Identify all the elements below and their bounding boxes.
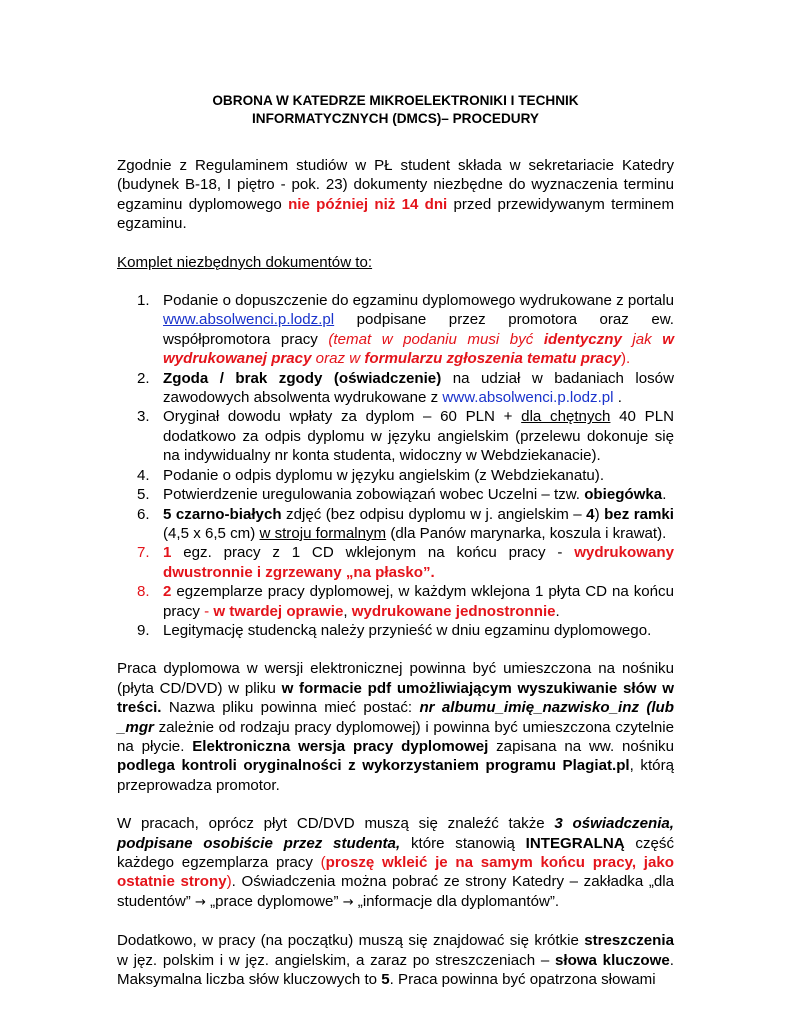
page-title: [117, 92, 674, 128]
para-text: Dodatkowo, w pracy (na początku) muszą się znajdować się krótkie: [117, 932, 585, 950]
para-text: część każdego egzemplarza pracy: [117, 834, 674, 871]
item-text: .: [613, 389, 622, 407]
absolwenci-link[interactable]: www.absolwenci.p.lodz.pl: [442, 389, 614, 407]
list-item: [117, 621, 674, 640]
para-text: zależnie od rodzaju pracy dyplomowej) i powinna być umieszczona czytelnie na płycie.: [117, 718, 674, 755]
list-number: 6.: [137, 505, 150, 523]
para-emphasis: podlega kontroli oryginalności z wykorzystaniem programu Plagiat.pl: [117, 757, 630, 775]
item-emphasis: obiegówka: [584, 486, 663, 504]
item-text: .: [662, 486, 667, 504]
electronic-version-paragraph: [117, 659, 674, 795]
item-text: Podanie o odpis dyplomu w języku angielskim (z Webdziekanatu).: [163, 466, 605, 484]
note-text: (temat w podaniu musi być: [328, 330, 544, 348]
note-emphasis: w wydrukowanej pracy: [163, 330, 674, 368]
item-text: 40 PLN dodatkowo za odpis dyplomu w języku angielskim (przelewu dokonuje się na indywidualny nr konta studenta, widoczny w Webdziekanacie).: [163, 408, 674, 465]
para-text: „informacje dla dyplomantów”.: [353, 892, 560, 910]
para-text: . Oświadczenia można pobrać ze strony Katedry – zakładka „dla studentów”: [117, 873, 674, 910]
item-text: podpisane przez promotora oraz ew. współpromotora pracy: [163, 311, 674, 348]
para-emphasis: w formacie pdf umożliwiającym wyszukiwanie słów w treści.: [117, 679, 674, 717]
para-emphasis: Elektroniczna wersja pracy dyplomowej: [192, 737, 489, 755]
para-emphasis: 3 oświadczenia, podpisane osobiście przez studenta,: [117, 815, 674, 852]
list-number: 1.: [137, 292, 150, 310]
list-item: [117, 466, 674, 485]
item-red-emphasis: w twardej oprawie: [213, 602, 344, 620]
item-underline: dla chętnych: [521, 408, 611, 426]
para-text: w jęz. polskim i w jęz. angielskim, a zaraz po streszczeniach –: [117, 951, 555, 969]
item-red-emphasis: 2: [163, 583, 172, 601]
item-text: (dla Panów marynarka, koszula i krawat).: [386, 524, 667, 542]
item-red-emphasis: wydrukowany dwustronnie i zgrzewany „na płasko”.: [163, 544, 674, 581]
intro-text: Zgodnie z Regulaminem studiów w PŁ student składa w sekretariacie Katedry (budynek B-18, I piętro - pok. 23) dokumenty niezbędne do wyznaczenia terminu egzaminu dyplomowego: [117, 157, 674, 213]
item-text: egzemplarze pracy dyplomowej, w każdym wklejona 1 płyta CD na końcu pracy: [163, 583, 674, 620]
para-red: (: [320, 854, 326, 871]
para-text: , którą przeprowadza promotor.: [117, 757, 674, 794]
para-red-emphasis: proszę wkleić je na samym końcu pracy, jako ostatnie strony: [117, 854, 675, 891]
para-text: . Maksymalna liczba słów kluczowych to: [117, 951, 674, 989]
title-line-1: OBRONA W KATEDRZE MIKROELEKTRONIKI I TECHNIK: [212, 93, 579, 108]
item-text: Potwierdzenie uregulowania zobowiązań wobec Uczelni – tzw.: [163, 486, 585, 504]
item-text: (4,5 x 6,5 cm): [163, 524, 260, 542]
item-red-emphasis: wydrukowane jednostronnie: [351, 602, 556, 620]
list-number: 5.: [137, 486, 150, 504]
statements-paragraph: [117, 814, 674, 912]
list-number: 3.: [137, 408, 150, 426]
para-text: „prace dyplomowe”: [205, 892, 343, 910]
item-text: ): [594, 505, 605, 523]
item-text: egz. pracy z 1 CD wklejonym na końcu pracy -: [171, 544, 575, 562]
para-text: . Praca powinna być opatrzona słowami: [389, 971, 656, 989]
intro-text-end: przed przewidywanym terminem egzaminu.: [117, 195, 675, 233]
list-item: [117, 407, 674, 465]
note-text: oraz w: [311, 350, 365, 368]
list-number: 4.: [137, 466, 150, 484]
abstracts-paragraph: [117, 931, 674, 989]
para-text: Nazwa pliku powinna mieć postać:: [161, 699, 420, 717]
note-emphasis: formularzu zgłoszenia tematu pracy: [364, 350, 621, 368]
para-text: W pracach, oprócz płyt CD/DVD muszą się znaleźć także: [117, 815, 555, 833]
item-text: ,: [343, 602, 352, 620]
item-emphasis: 4: [586, 505, 595, 523]
list-number: 9.: [137, 621, 150, 639]
para-emphasis: INTEGRALNĄ: [525, 834, 625, 852]
documents-list: [117, 291, 674, 640]
item-emphasis: bez ramki: [604, 505, 674, 523]
documents-heading: Komplet niezbędnych dokumentów to:: [117, 253, 373, 271]
arrow-right-icon: →: [342, 894, 354, 910]
item-text: .: [555, 602, 560, 620]
list-number: 8.: [137, 583, 150, 601]
para-red: ): [226, 873, 232, 891]
para-emphasis: streszczenia: [584, 932, 674, 950]
item-text: Oryginał dowodu wpłaty za dyplom – 60 PLN +: [163, 408, 522, 426]
item-emphasis: 5 czarno-białych: [163, 505, 282, 523]
item-underline: w stroju formalnym: [259, 524, 387, 542]
list-item: [117, 505, 674, 544]
absolwenci-link[interactable]: www.absolwenci.p.lodz.pl: [163, 311, 335, 329]
para-text: Praca dyplomowa w wersji elektronicznej powinna być umieszczona na nośniku (płyta CD/DVD) w pliku: [117, 660, 674, 697]
list-item: [117, 485, 674, 504]
item-text: zdjęć (bez odpisu dyplomu w j. angielskim –: [281, 505, 587, 523]
para-text: zapisana na ww. nośniku: [488, 737, 674, 755]
title-line-2: INFORMATYCZNYCH (DMCS)– PROCEDURY: [252, 111, 539, 126]
intro-paragraph: [117, 156, 674, 234]
item-text: Legitymację studencką należy przynieść w dniu egzaminu dyplomowego.: [163, 621, 652, 639]
note-emphasis: identyczny: [543, 330, 622, 348]
list-item: [117, 543, 674, 582]
item-red-emphasis: 1: [163, 544, 172, 562]
list-item: [117, 369, 674, 408]
list-item: [117, 291, 674, 369]
deadline-highlight: nie później niż 14 dni: [288, 195, 448, 213]
list-number: 2.: [137, 369, 150, 387]
item-text: Podanie o dopuszczenie do egzaminu dyplomowego wydrukowane z portalu: [163, 292, 674, 310]
document-page: [117, 92, 674, 1008]
item-separator: -: [199, 602, 214, 620]
item-text: na udział w badaniach losów zawodowych absolwenta wydrukowane z: [163, 369, 674, 407]
para-emphasis: 5: [381, 971, 390, 989]
note-text: jak: [621, 330, 663, 348]
arrow-right-icon: →: [195, 894, 206, 910]
para-text: które stanowią: [400, 834, 526, 852]
list-number: 7.: [137, 544, 150, 562]
note-text: ).: [620, 350, 631, 368]
item-emphasis: Zgoda / brak zgody (oświadczenie): [163, 369, 442, 387]
list-item: [117, 582, 674, 621]
para-emphasis: słowa kluczowe: [555, 951, 670, 969]
filename-format: nr albumu_imię_nazwisko_inz (lub _mgr: [117, 699, 674, 736]
